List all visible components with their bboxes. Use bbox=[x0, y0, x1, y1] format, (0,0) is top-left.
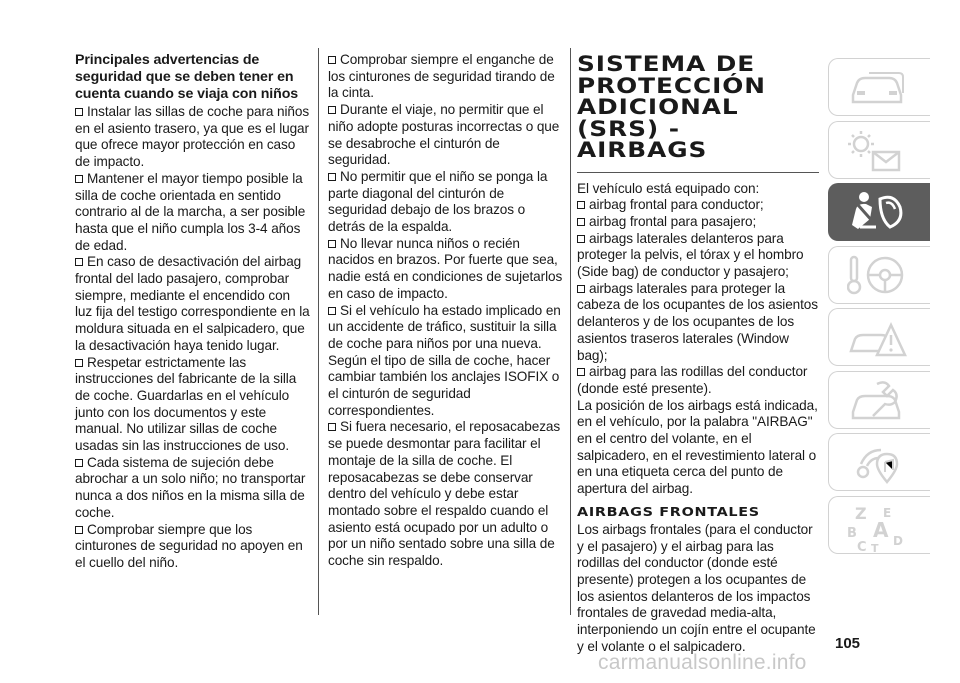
bullet-item: airbags laterales delanteros para proteger la pelvis, el tórax y el hombro (Side bag) de conductor y pasajero; bbox=[577, 230, 804, 280]
column-2 bbox=[328, 52, 564, 570]
index-letter: T bbox=[871, 541, 879, 553]
title-divider bbox=[577, 172, 819, 173]
checkbox-bullet-icon bbox=[75, 459, 83, 467]
airbag-position-paragraph: La posición de los airbags está indicada, en el vehículo, por la palabra "AIRBAG" en el centro del volante, en el salpicadero, en el revestimiento lateral o en una etiqueta cerca del punto de apertura del airbag. bbox=[577, 397, 818, 497]
section-title: SISTEMA DE PROTECCIÓN ADICIONAL (SRS) - AIRBAGS bbox=[577, 52, 766, 162]
checkbox-bullet-icon bbox=[577, 285, 585, 293]
bullet-item: No permitir que el niño se ponga la parte diagonal del cinturón de seguridad debajo de los brazos o detrás de la espalda. bbox=[328, 168, 548, 235]
checkbox-bullet-icon bbox=[577, 235, 585, 243]
seatbelt-airbag-icon bbox=[846, 189, 910, 235]
column-1 bbox=[75, 52, 310, 572]
tab-multimedia[interactable] bbox=[828, 433, 930, 491]
checkbox-bullet-icon bbox=[328, 307, 336, 315]
column-3 bbox=[577, 52, 819, 655]
bullet-item: airbag para las rodillas del conductor (donde esté presente). bbox=[577, 364, 808, 396]
checkbox-bullet-icon bbox=[328, 423, 336, 431]
index-letter: D bbox=[893, 533, 903, 548]
front-airbags-heading: AIRBAGS FRONTALES bbox=[577, 503, 760, 519]
bullet-item: Comprobar siempre el enganche de los cinturones de seguridad tirando de la cinta. bbox=[328, 52, 555, 101]
checkbox-bullet-icon bbox=[75, 258, 83, 266]
index-letter: C bbox=[857, 539, 867, 553]
bullet-item: Instalar las sillas de coche para niños en el asiento trasero, ya que es el lugar que ofrece mayor protección en caso de impacto. bbox=[75, 104, 310, 170]
tab-car[interactable] bbox=[828, 58, 930, 116]
index-letter: E bbox=[883, 505, 892, 520]
chapter-tabs bbox=[828, 58, 930, 558]
watermark: carmanualsonline.info bbox=[598, 651, 807, 674]
index-letter: B bbox=[847, 525, 857, 541]
checkbox-bullet-icon bbox=[75, 359, 83, 367]
bullet-item: Cada sistema de sujeción debe abrochar a un solo niño; no transportar nunca a dos niños en la misma silla de coche. bbox=[75, 454, 306, 520]
tab-controls[interactable] bbox=[828, 121, 930, 179]
bullet-item: Respetar estrictamente las instrucciones del fabricante de la silla de coche. Guardarlas en el vehículo junto con los documentos y este manual. No utilizar sillas de coche usadas sin las instrucciones de uso. bbox=[75, 354, 297, 454]
checkbox-bullet-icon bbox=[75, 526, 83, 534]
checkbox-bullet-icon bbox=[328, 240, 336, 248]
page-number: 105 bbox=[835, 635, 861, 652]
front-airbags-paragraph: Los airbags frontales (para el conductor y el pasajero) y el airbag para las rodillas del conductor (donde esté presente) protegen a los ocupantes de los asientos delanteros de los impactos frontales de gravedad media-alta, interponiendo un cojín entre el ocupante y el volante o el salpicadero. bbox=[577, 521, 816, 654]
bullet-item: airbag frontal para conductor; bbox=[577, 197, 819, 214]
bullet-item: Si el vehículo ha estado implicado en un accidente de tráfico, sustituir la silla de coche para niños por una nueva. Según el tipo de silla de coche, hacer cambiar también los anclajes ISOFIX o el cinturón de seguridad correspondientes. bbox=[328, 302, 561, 418]
tab-emergency[interactable] bbox=[828, 308, 930, 366]
key-steering-wheel-icon bbox=[847, 253, 907, 299]
checkbox-bullet-icon bbox=[328, 56, 336, 64]
checkbox-bullet-icon bbox=[75, 175, 83, 183]
tab-maintenance[interactable] bbox=[828, 371, 930, 429]
audio-navigation-icon bbox=[847, 440, 907, 486]
checkbox-bullet-icon bbox=[577, 218, 585, 226]
bullet-item: Mantener el mayor tiempo posible la silla de coche orientada en sentido contrario al de la marcha, a ser posible hasta que el niño cumpla los 3-4 años de edad. bbox=[75, 170, 306, 253]
checkbox-bullet-icon bbox=[328, 106, 336, 114]
sun-envelope-icon bbox=[847, 128, 907, 174]
bullet-item: En caso de desactivación del airbag frontal del lado pasajero, comprobar siempre, mediante el encendido con luz fija del testigo correspondiente en la moldura situada en el salpicadero, que la desactivación haya tenido lugar. bbox=[75, 254, 310, 353]
column-divider bbox=[570, 48, 571, 615]
intro-text: El vehículo está equipado con: bbox=[577, 180, 760, 196]
bullet-item: airbag frontal para pasajero; bbox=[577, 214, 819, 231]
tab-safety[interactable] bbox=[828, 183, 930, 241]
bullet-item: Durante el viaje, no permitir que el niño adopte posturas incorrectas o que se desabroche el cinturón de seguridad. bbox=[328, 102, 560, 168]
bullet-item: Comprobar siempre que los cinturones de seguridad no apoyen en el cuello del niño. bbox=[75, 521, 303, 570]
bullet-item: airbags laterales para proteger la cabeza de los ocupantes de los asientos delanteros y de los ocupantes de los asientos traseros laterales (Window bag); bbox=[577, 280, 818, 363]
car-icon bbox=[847, 65, 907, 109]
checkbox-bullet-icon bbox=[328, 173, 336, 181]
checkbox-bullet-icon bbox=[577, 368, 585, 376]
checkbox-bullet-icon bbox=[577, 201, 585, 209]
column-divider bbox=[318, 48, 319, 615]
tab-starting-driving[interactable] bbox=[828, 246, 930, 304]
bullet-item: Si fuera necesario, el reposacabezas se puede desmontar para facilitar el montaje de la silla de coche. El reposacabezas se debe conservar dentro del vehículo y debe estar montado sobre el respaldo cuando el asiento está ocupado por un adulto o por un niño sentado sobre una silla de coche sin respaldo. bbox=[328, 419, 561, 569]
bullet-item: No llevar nunca niños o recién nacidos en brazos. Por fuerte que sea, nadie está en condiciones de sujetarlos en caso de impacto. bbox=[328, 235, 563, 301]
checkbox-bullet-icon bbox=[75, 108, 83, 116]
index-letter: Z bbox=[855, 503, 867, 523]
tab-index[interactable] bbox=[828, 496, 930, 554]
index-letter: A bbox=[873, 517, 889, 542]
wrench-car-icon bbox=[847, 378, 907, 424]
alphabet-index-icon bbox=[847, 503, 913, 553]
safety-warnings-heading: Principales advertencias de seguridad que se deben tener en cuenta cuando se viaja con niños bbox=[75, 52, 299, 102]
warning-triangle-car-icon bbox=[847, 315, 907, 361]
